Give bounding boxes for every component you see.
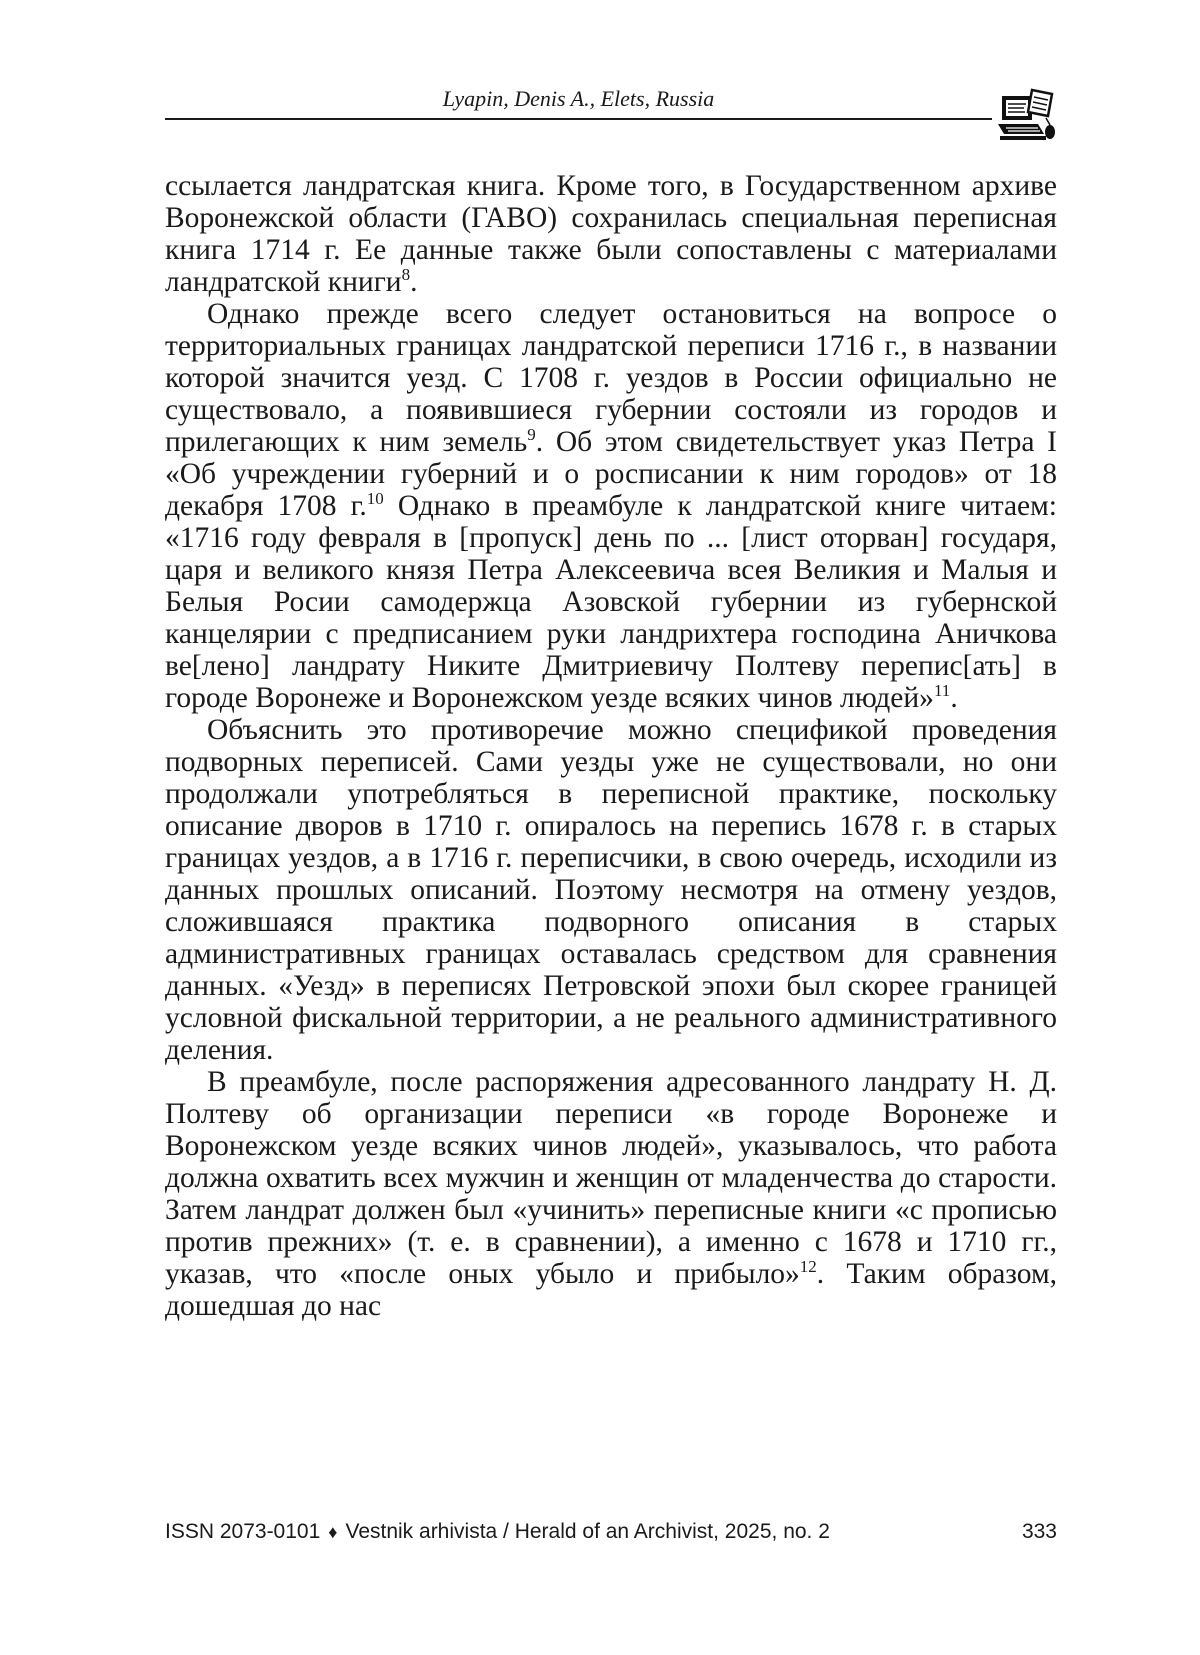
paragraph-text: . Об этом свидетельствует указ Петра I «Об учреждении губерний и о росписании к ним городов» от 18 декабря 1708 г.: [165, 426, 1058, 522]
page-footer: [165, 1518, 1057, 1548]
paragraph: [165, 298, 1057, 714]
footnote-ref[interactable]: 10: [366, 489, 384, 509]
paragraph-text: .: [410, 266, 418, 298]
footnote-ref[interactable]: 12: [799, 1257, 817, 1277]
page-number: 333: [1021, 1520, 1057, 1543]
paragraph-text: Однако прежде всего следует остановиться на вопросе о территориальных границах ландратской переписи 1716 г., в названии которой значится уезд. С 1708 г. уездов в России официально не существовало, а появившиеся губернии состояли из городов и прилегающих к ним земель: [165, 298, 1057, 458]
journal-title: Vestnik arhivista / Herald of an Archivist, 2025, no. 2: [345, 1520, 830, 1543]
article-body: [165, 170, 1057, 1322]
journal-citation: [165, 1518, 830, 1546]
paragraph-text: Объяснить это противоречие можно спецификой проведения подворных переписей. Сами уезды уже не существовали, но они продолжали употребляться в переписной практике, поскольку описание дворов в 1710 г. опиралось на перепись 1678 г. в старых границах уездов, а в 1716 г. переписчики, в свою очередь, исходили из данных прошлых описаний. Поэтому несмотря на отмену уездов, сложившаяся практика подворного описания в старых административных границах оставалась средством для сравнения данных. «Уезд» в переписях Петровской эпохи был скорее границей условной фискальной территории, а не реального административного деления.: [165, 714, 1057, 1066]
paragraph-text: . Таким образом, дошедшая до нас: [165, 1258, 1058, 1322]
issn: ISSN 2073-0101: [165, 1520, 321, 1543]
computer-archive-icon: [994, 86, 1058, 146]
paragraph-text: ссылается ландратская книга. Кроме того, в Государственном архиве Воронежской области (ГАВО) сохранилась специальная переписная книга 1714 г. Ее данные также были сопоставлены с материалами ландратской книги: [165, 170, 1057, 298]
paragraph: [165, 714, 1057, 1066]
paragraph: [165, 170, 1057, 298]
paragraph-text: .: [950, 682, 958, 714]
footnote-ref[interactable]: 11: [933, 681, 951, 701]
footnote-ref[interactable]: 8: [401, 265, 411, 285]
diamond-separator-icon: ♦: [328, 1522, 338, 1542]
footnote-ref[interactable]: 9: [527, 425, 536, 445]
running-header: [165, 84, 992, 120]
paragraph-text: В преамбуле, после распоряжения адресованного ландрату Н. Д. Полтеву об организации переписи «в городе Воронеже и Воронежском уезде всяких чинов людей», указывалось, что работа должна охватить всех мужчин и женщин от младенчества до старости. Затем ландрат должен был «учинить» переписные книги «с прописью против прежних» (т. е. в сравнении), а именно с 1678 и 1710 гг., указав, что «после оных убыло и прибыло»: [165, 1066, 1057, 1290]
paragraph-text: Однако в преамбуле к ландратской книге читаем: «1716 году февраля в [пропуск] день по ... [лист оторван] государя, царя и великого князя Петра Алексеевича всея Великия и Малыя и Белыя Росии самодержца Азовской губернии из губернской канцелярии с предписанием руки ландрихтера господина Аничкова ве[лено] ландрату Никите Дмитриевичу Полтеву перепис[ать] в городе Воронеже и Воронежском уезде всяких чинов людей»: [165, 490, 1057, 714]
running-title: Lyapin, Denis A., Elets, Russia: [442, 86, 715, 111]
paragraph: [165, 1066, 1057, 1322]
